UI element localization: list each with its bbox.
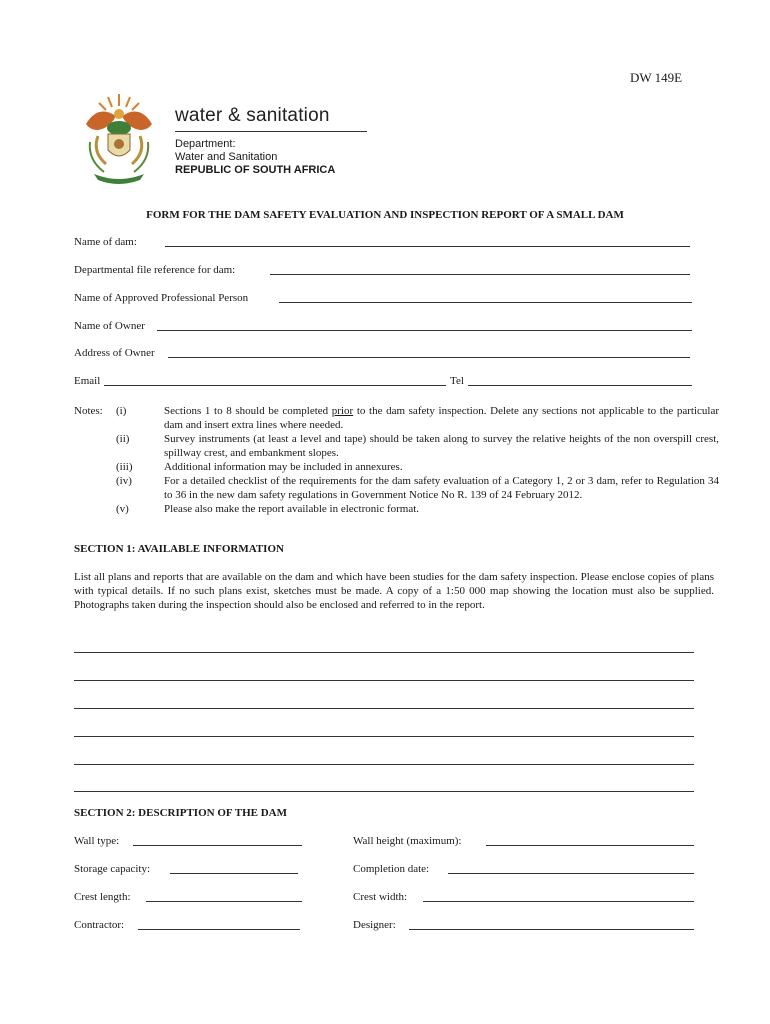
note-number: (v) (116, 503, 129, 515)
form-code: DW 149E (630, 70, 683, 85)
note-number: (iv) (116, 475, 132, 487)
note-item (74, 432, 719, 460)
notes-block (74, 404, 719, 516)
address-label: Address of Owner (74, 347, 155, 359)
section1-answer-line[interactable] (74, 680, 694, 681)
notes-label: Notes: (74, 405, 103, 417)
section1-heading: SECTION 1: AVAILABLE INFORMATION (74, 543, 284, 555)
owner-row (74, 320, 145, 332)
completion-date-label: Completion date: (353, 863, 430, 875)
crest-length-label: Crest length: (74, 891, 131, 903)
designer-label: Designer: (353, 919, 396, 931)
file-ref-row (74, 264, 235, 276)
crest-length-field[interactable] (146, 891, 302, 902)
storage-capacity-field[interactable] (170, 863, 298, 874)
note-item (74, 404, 719, 432)
coat-of-arms-logo (80, 90, 158, 186)
owner-field[interactable] (157, 320, 692, 331)
note-number: (ii) (116, 433, 130, 445)
tel-label: Tel (450, 375, 464, 387)
wall-height-field[interactable] (486, 835, 694, 846)
section1-answer-line[interactable] (74, 736, 694, 737)
address-field[interactable] (168, 347, 690, 358)
section1-answer-line[interactable] (74, 791, 694, 792)
dam-name-field[interactable] (165, 236, 690, 247)
tel-field[interactable] (468, 375, 692, 386)
brand-title: water & sanitation (175, 105, 330, 126)
app-row (74, 292, 248, 304)
note-text: Please also make the report available in electronic format. (164, 503, 420, 515)
note-item (74, 460, 719, 474)
note-number: (iii) (116, 461, 133, 473)
department-brand (175, 105, 367, 177)
crest-width-field[interactable] (423, 891, 694, 902)
note-text: Additional information may be included in annexures. (164, 461, 403, 473)
brand-line-department: Department: (175, 138, 236, 150)
contractor-label: Contractor: (74, 919, 125, 931)
email-field[interactable] (104, 375, 446, 386)
file-ref-label: Departmental file reference for dam: (74, 264, 236, 276)
brand-line-country: REPUBLIC OF SOUTH AFRICA (175, 164, 336, 176)
tel-row (450, 375, 464, 387)
form-title: FORM FOR THE DAM SAFETY EVALUATION AND INSPECTION REPORT OF A SMALL DAM (146, 209, 624, 221)
note-item (74, 474, 719, 502)
designer-field[interactable] (409, 919, 694, 930)
app-label: Name of Approved Professional Person (74, 292, 249, 304)
wall-height-label: Wall height (maximum): (353, 835, 462, 847)
wall-type-label: Wall type: (74, 835, 120, 847)
section1-answer-line[interactable] (74, 708, 694, 709)
file-ref-field[interactable] (270, 264, 690, 275)
completion-date-field[interactable] (448, 863, 694, 874)
brand-line-water: Water and Sanitation (175, 151, 278, 163)
section1-answer-line[interactable] (74, 652, 694, 653)
brand-divider (175, 131, 367, 132)
note-text: Survey instruments (at least a level and tape) should be taken along to survey the relative heights of the non overspill crest, spillway crest, and embankment slopes. (164, 433, 719, 459)
note-number: (i) (116, 405, 127, 417)
address-row (74, 347, 155, 359)
crest-width-label: Crest width: (353, 891, 408, 903)
contractor-field[interactable] (138, 919, 300, 930)
section1-paragraph: List all plans and reports that are available on the dam and which have been studies for the dam safety inspection. Please enclose copies of plans with typical details. If no such plans exist, sketches must be made. A copy of a 1:50 000 map showing the location must also be supplied. Photographs taken during the inspection should also be enclosed and referred to in the report. (74, 571, 714, 611)
section1-answer-line[interactable] (74, 764, 694, 765)
email-label: Email (74, 375, 101, 387)
dam-name-label: Name of dam: (74, 236, 137, 248)
section2-heading: SECTION 2: DESCRIPTION OF THE DAM (74, 807, 288, 819)
wall-type-field[interactable] (133, 835, 302, 846)
note-text: For a detailed checklist of the requirements for the dam safety evaluation of a Category 1, 2 or 3 dam, refer to Regulation 34 to 36 in the new dam safety regulations in Government Notice No R. 139 of 24 February 2012. (164, 475, 719, 501)
storage-capacity-label: Storage capacity: (74, 863, 151, 875)
note-text: Sections 1 to 8 should be completed prior to the dam safety inspection. Delete any sections not applicable to the particular dam and insert extra lines where needed. (164, 405, 719, 431)
email-row (74, 375, 100, 387)
app-field[interactable] (279, 292, 692, 303)
owner-label: Name of Owner (74, 320, 145, 332)
note-emphasis: prior (331, 405, 354, 417)
note-item (74, 502, 719, 516)
